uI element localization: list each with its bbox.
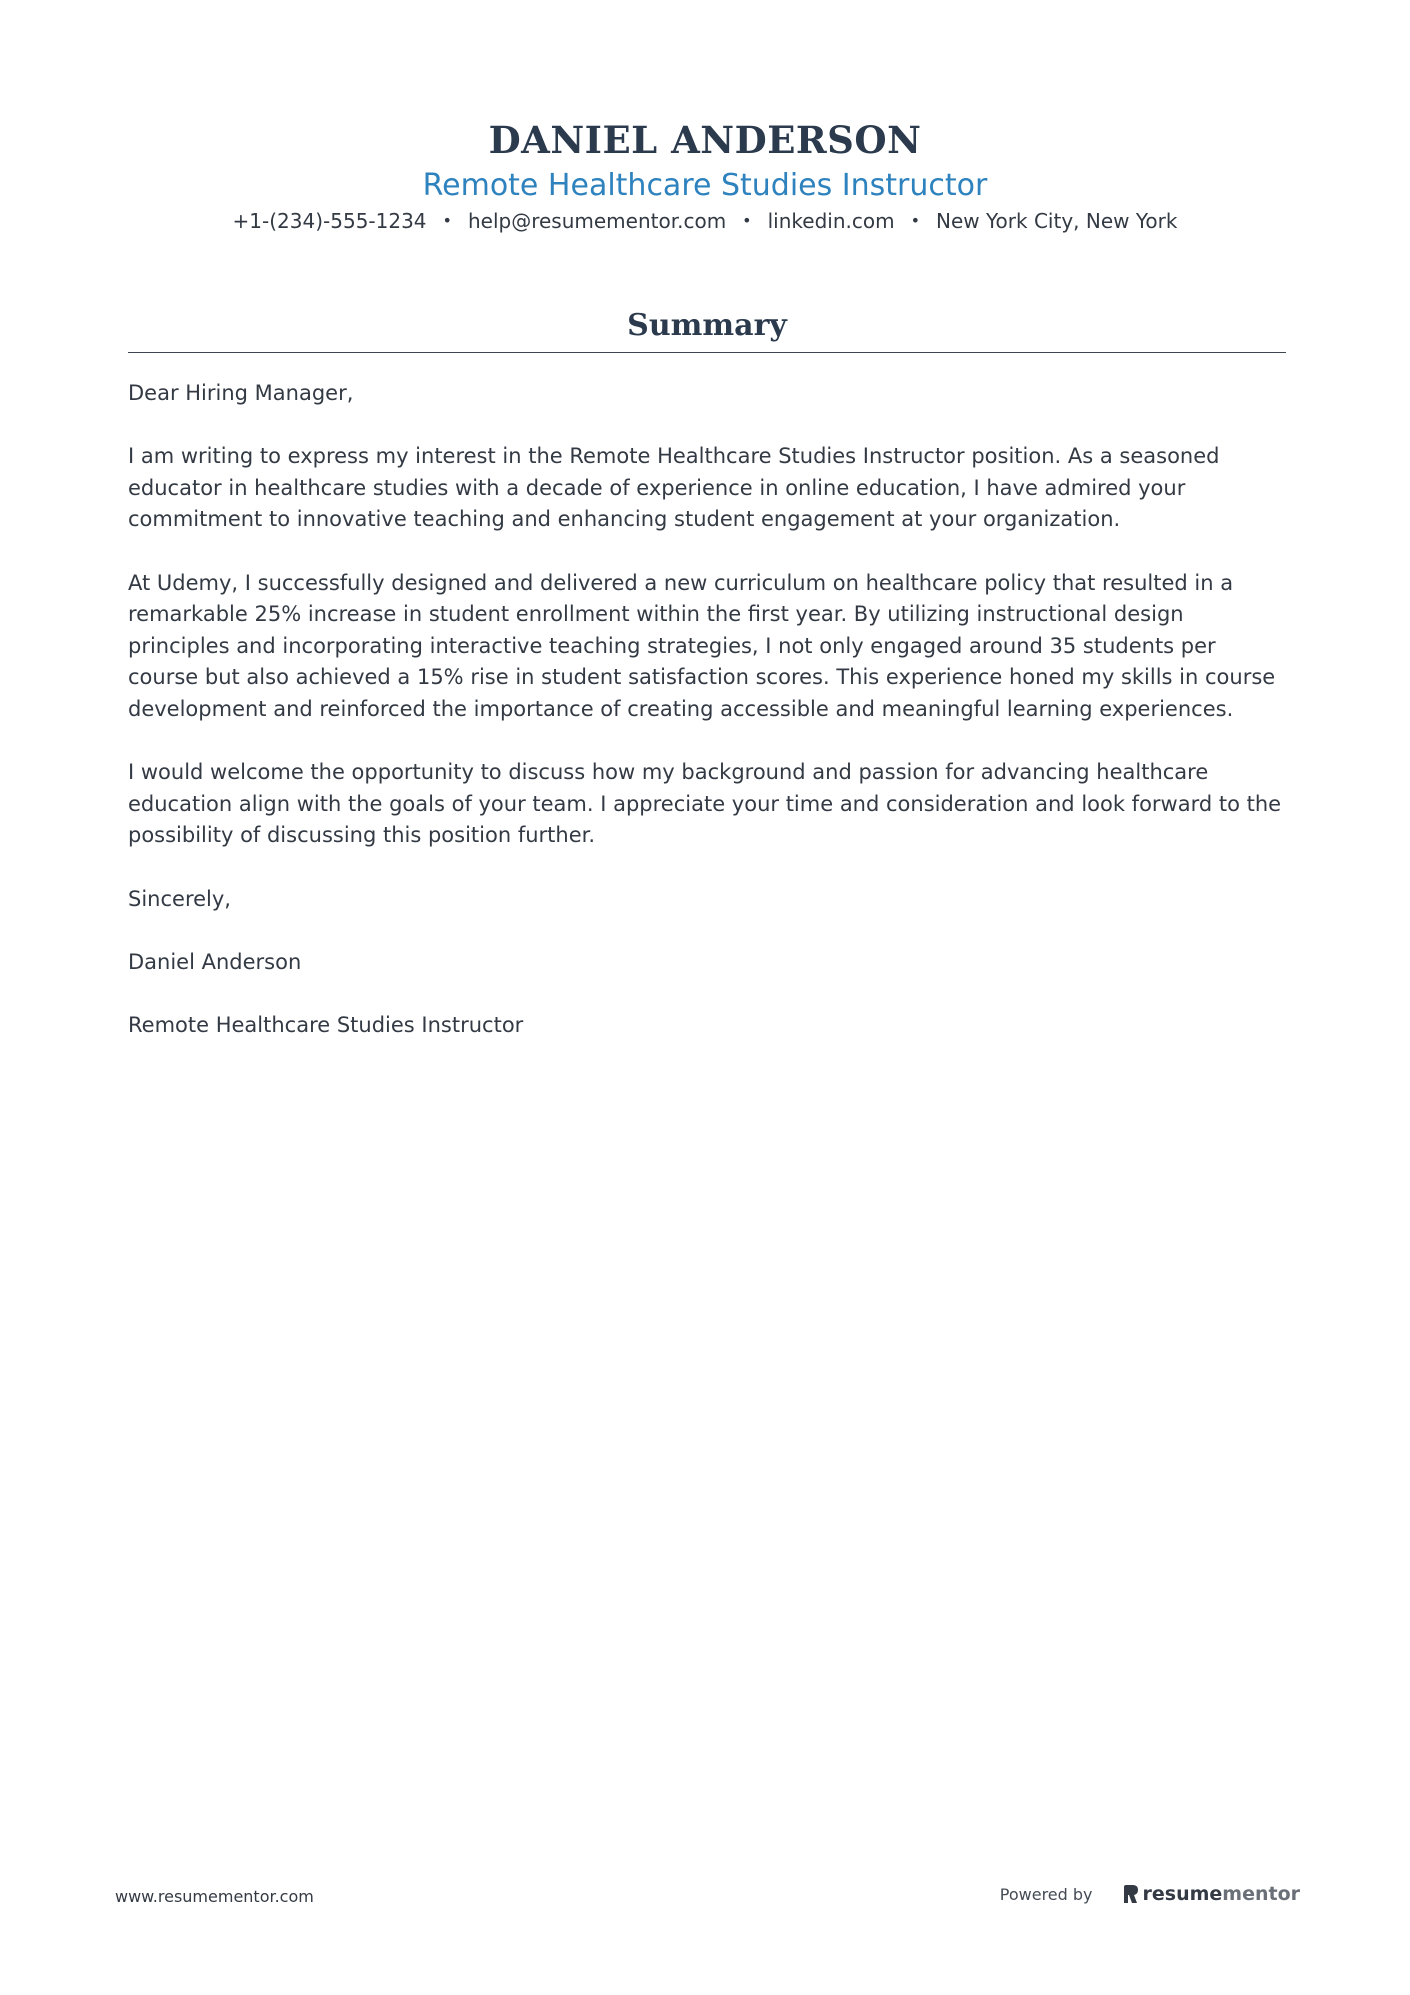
powered-by-label: Powered by bbox=[999, 1884, 1093, 1904]
footer-website: www.resumementor.com bbox=[115, 1887, 314, 1906]
contact-line bbox=[0, 206, 1410, 236]
resumementor-logo-icon bbox=[1123, 1884, 1139, 1904]
footer-branding bbox=[1000, 1883, 1300, 1905]
contact-linkedin: linkedin.com bbox=[767, 209, 895, 233]
letter-paragraph: I am writing to express my interest in the Remote Healthcare Studies Instructor position. As a seasoned educator in healthcare studies with a decade of experience in online education, I have admired your commitment to innovative teaching and enhancing student engagement at your organization. bbox=[128, 444, 1220, 532]
summary-section bbox=[128, 306, 1286, 353]
contact-separator: • bbox=[442, 211, 452, 230]
signature-title: Remote Healthcare Studies Instructor bbox=[128, 1012, 524, 1037]
letter-greeting: Dear Hiring Manager, bbox=[128, 381, 354, 405]
section-title: Summary bbox=[128, 306, 1286, 353]
contact-separator: • bbox=[742, 211, 752, 230]
applicant-name: DANIEL ANDERSON bbox=[488, 118, 922, 162]
letter-body bbox=[128, 378, 1288, 1073]
letter-paragraph: I would welcome the opportunity to discuss how my background and passion for advancing healthcare education align with the goals of your team. I appreciate your time and consideration and look forward to the possibility of discussing this position further. bbox=[128, 760, 1282, 848]
contact-phone: +1-(234)-555-1234 bbox=[232, 209, 427, 233]
brand-name-part1: resume bbox=[1142, 1883, 1223, 1905]
letter-paragraph: At Udemy, I successfully designed and delivered a new curriculum on healthcare policy that resulted in a remarkable 25% increase in student enrollment within the first year. By utilizing instructional design principles and incorporating interactive teaching strategies, I not only engaged around 35 students per course but also achieved a 15% rise in student satisfaction scores. This experience honed my skills in course development and reinforced the importance of creating accessible and meaningful learning experiences. bbox=[128, 570, 1276, 721]
signature-name: Daniel Anderson bbox=[128, 949, 302, 974]
contact-email: help@resumementor.com bbox=[467, 209, 727, 233]
contact-location: New York City, New York bbox=[936, 209, 1178, 233]
letter-header bbox=[0, 114, 1410, 236]
letter-closing: Sincerely, bbox=[128, 886, 231, 911]
contact-separator: • bbox=[910, 211, 921, 230]
brand-name-part2: mentor bbox=[1222, 1883, 1300, 1905]
brand-logo bbox=[1123, 1883, 1301, 1905]
applicant-title: Remote Healthcare Studies Instructor bbox=[422, 168, 988, 203]
